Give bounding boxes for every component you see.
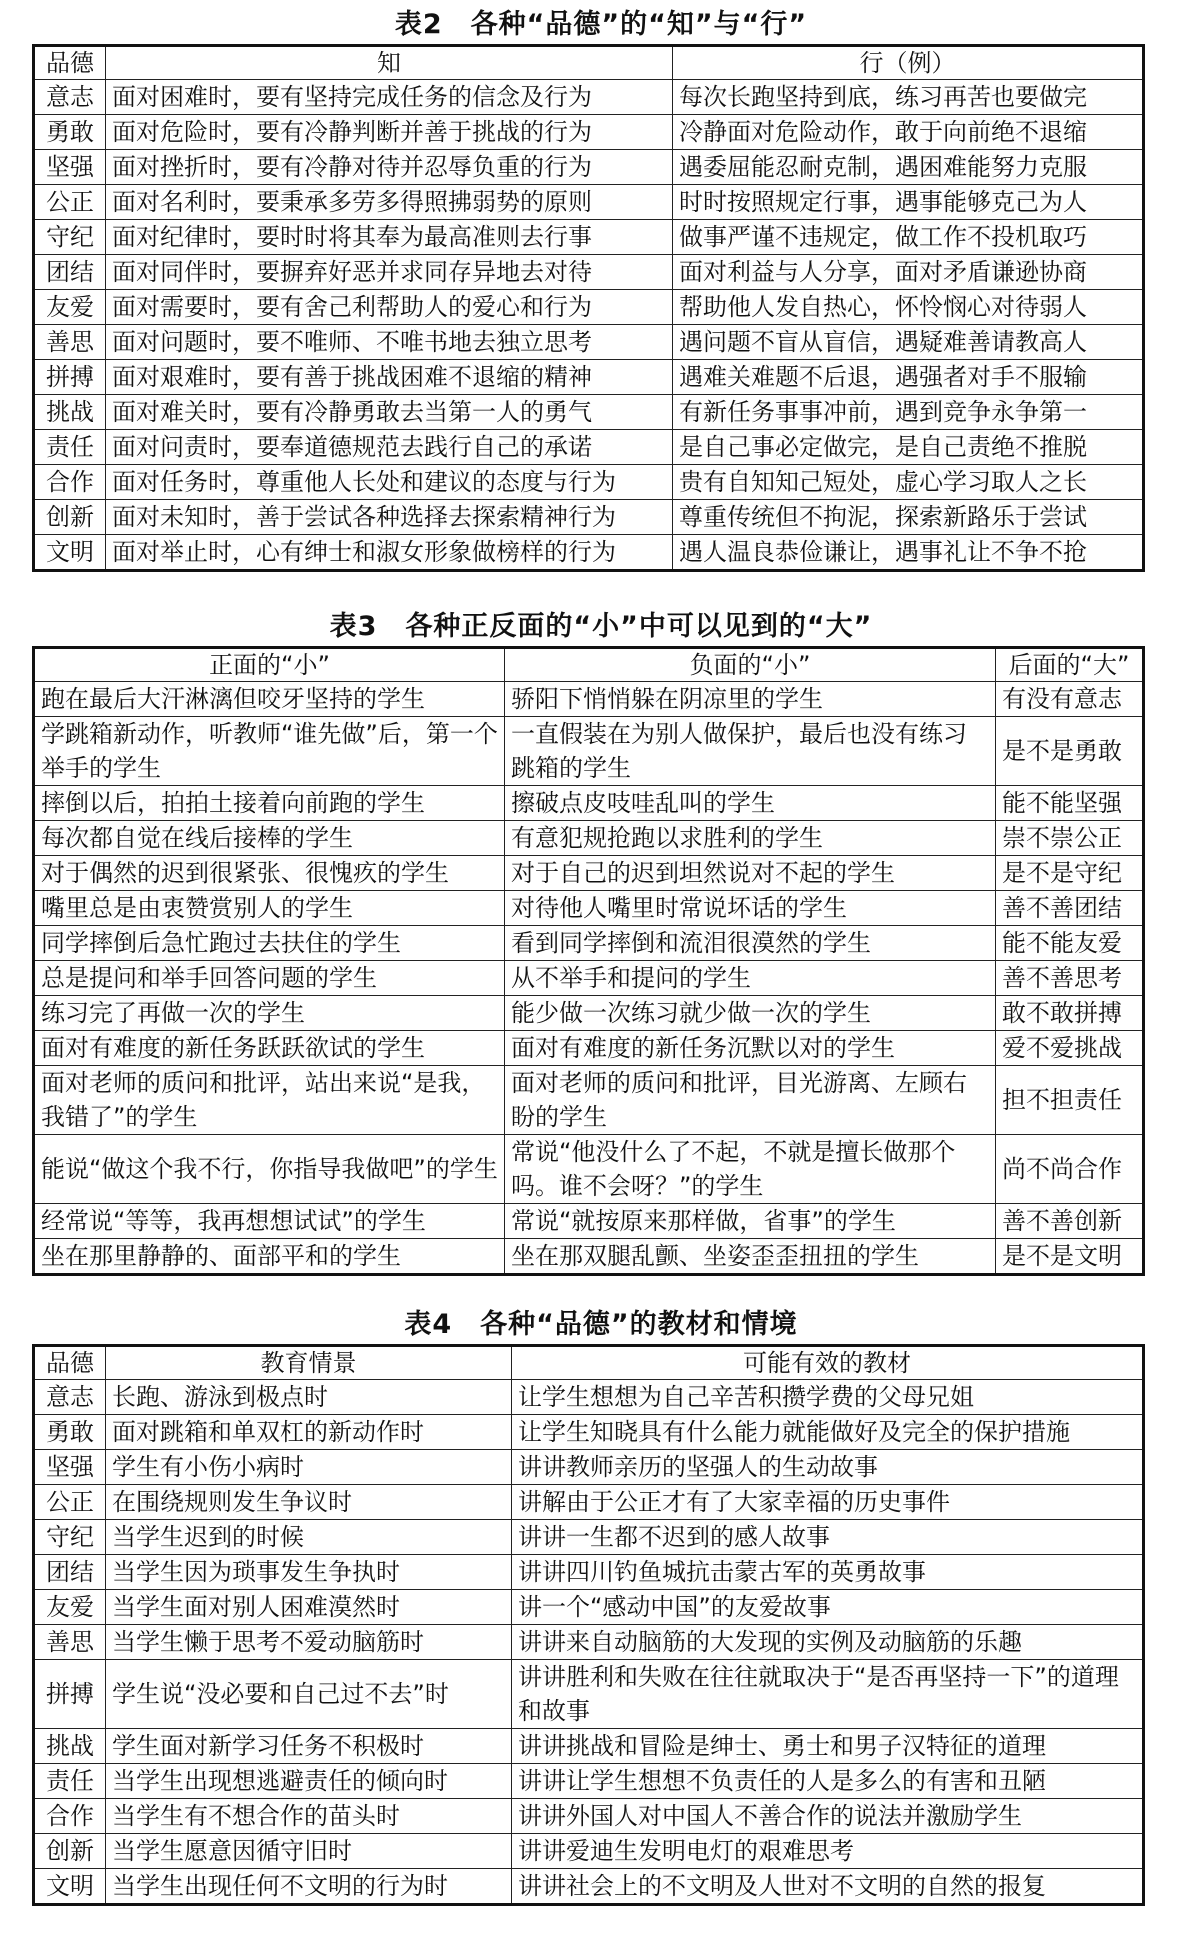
table2-header-row [34, 46, 1144, 80]
table3-row [34, 682, 1144, 717]
table3-cell: 从不举手和提问的学生 [505, 961, 996, 996]
table3-cell: 面对有难度的新任务跃跃欲试的学生 [34, 1031, 505, 1066]
table2-cell: 尊重传统但不拘泥，探索新路乐于尝试 [673, 500, 1144, 535]
table4-cell: 讲讲社会上的不文明及人世对不文明的自然的报复 [512, 1869, 1144, 1905]
table3-cell: 担不担责任 [996, 1066, 1144, 1135]
table4-body [34, 1380, 1144, 1905]
table2-cell: 冷静面对危险动作，敢于向前绝不退缩 [673, 115, 1144, 150]
table4-cell: 文明 [34, 1869, 106, 1905]
table2-section [0, 6, 1202, 572]
table3-cell: 对待他人嘴里时常说坏话的学生 [505, 891, 996, 926]
table2-row [34, 535, 1144, 571]
table2-header-cell: 知 [106, 46, 673, 80]
table2-row [34, 150, 1144, 185]
table4-cell: 讲解由于公正才有了大家幸福的历史事件 [512, 1485, 1144, 1520]
table4-row [34, 1764, 1144, 1799]
table4-cell: 讲讲四川钓鱼城抗击蒙古军的英勇故事 [512, 1555, 1144, 1590]
table4-row [34, 1869, 1144, 1905]
table3 [32, 646, 1145, 1276]
table2-cell: 面对举止时，心有绅士和淑女形象做榜样的行为 [106, 535, 673, 571]
table2-cell: 面对同伴时，要摒弃好恶并求同存异地去对待 [106, 255, 673, 290]
table3-row [34, 926, 1144, 961]
table3-cell: 是不是守纪 [996, 856, 1144, 891]
table3-row [34, 856, 1144, 891]
table2-row [34, 255, 1144, 290]
table4-cell: 责任 [34, 1764, 106, 1799]
table3-cell: 善不善思考 [996, 961, 1144, 996]
table3-cell: 能说“做这个我不行，你指导我做吧”的学生 [34, 1135, 505, 1204]
table3-cell: 有意犯规抢跑以求胜利的学生 [505, 821, 996, 856]
table4-cell: 学生面对新学习任务不积极时 [106, 1729, 512, 1764]
table3-row [34, 1135, 1144, 1204]
table4-cell: 讲讲挑战和冒险是绅士、勇士和男子汉特征的道理 [512, 1729, 1144, 1764]
table2 [32, 44, 1145, 572]
table4-cell: 当学生有不想合作的苗头时 [106, 1799, 512, 1834]
table2-cell: 遇委屈能忍耐克制，遇困难能努力克服 [673, 150, 1144, 185]
table2-cell: 有新任务事事冲前，遇到竞争永争第一 [673, 395, 1144, 430]
table3-cell: 骄阳下悄悄躲在阴凉里的学生 [505, 682, 996, 717]
table2-cell: 坚强 [34, 150, 106, 185]
table3-cell: 坐在那里静静的、面部平和的学生 [34, 1239, 505, 1275]
table4-header-cell: 品德 [34, 1346, 106, 1380]
table2-cell: 帮助他人发自热心，怀怜悯心对待弱人 [673, 290, 1144, 325]
table2-row [34, 430, 1144, 465]
table4-row [34, 1520, 1144, 1555]
table2-cell: 拼搏 [34, 360, 106, 395]
table2-cell: 公正 [34, 185, 106, 220]
table2-cell: 善思 [34, 325, 106, 360]
table4-cell: 讲讲爱迪生发明电灯的艰难思考 [512, 1834, 1144, 1869]
table4-cell: 当学生迟到的时候 [106, 1520, 512, 1555]
table4-header-cell: 可能有效的教材 [512, 1346, 1144, 1380]
table4-cell: 勇敢 [34, 1415, 106, 1450]
table3-cell: 摔倒以后，拍拍土接着向前跑的学生 [34, 786, 505, 821]
table2-cell: 做事严谨不违规定，做工作不投机取巧 [673, 220, 1144, 255]
table2-header-cell: 品德 [34, 46, 106, 80]
table4-row [34, 1380, 1144, 1415]
table4-cell: 公正 [34, 1485, 106, 1520]
table3-cell: 看到同学摔倒和流泪很漠然的学生 [505, 926, 996, 961]
table3-cell: 常说“就按原来那样做，省事”的学生 [505, 1204, 996, 1239]
table3-cell: 善不善团结 [996, 891, 1144, 926]
table3-row [34, 1239, 1144, 1275]
table4-cell: 当学生面对别人困难漠然时 [106, 1590, 512, 1625]
table4-header-cell: 教育情景 [106, 1346, 512, 1380]
table4-row [34, 1729, 1144, 1764]
table4-cell: 讲讲胜利和失败在往往就取决于“是否再坚持一下”的道理和故事 [512, 1660, 1144, 1729]
table2-cell: 面对需要时，要有舍己利帮助人的爱心和行为 [106, 290, 673, 325]
table3-cell: 学跳箱新动作，听教师“谁先做”后，第一个举手的学生 [34, 717, 505, 786]
table3-row [34, 1204, 1144, 1239]
table2-cell: 守纪 [34, 220, 106, 255]
table2-row [34, 80, 1144, 115]
table2-row [34, 395, 1144, 430]
table4-cell: 意志 [34, 1380, 106, 1415]
table2-cell: 面对利益与人分享，面对矛盾谦逊协商 [673, 255, 1144, 290]
table4-cell: 拼搏 [34, 1660, 106, 1729]
table2-cell: 是自己事必定做完，是自己责绝不推脱 [673, 430, 1144, 465]
table3-cell: 常说“他没什么了不起，不就是擅长做那个吗。谁不会呀？”的学生 [505, 1135, 996, 1204]
table4-cell: 让学生想想为自己辛苦积攒学费的父母兄姐 [512, 1380, 1144, 1415]
table2-cell: 面对难关时，要有冷静勇敢去当第一人的勇气 [106, 395, 673, 430]
table2-cell: 遇问题不盲从盲信，遇疑难善请教高人 [673, 325, 1144, 360]
table3-row [34, 891, 1144, 926]
table4-row [34, 1555, 1144, 1590]
table4-cell: 长跑、游泳到极点时 [106, 1380, 512, 1415]
table3-row [34, 821, 1144, 856]
table2-cell: 遇人温良恭俭谦让，遇事礼让不争不抢 [673, 535, 1144, 571]
table4-cell: 挑战 [34, 1729, 106, 1764]
table3-cell: 每次都自觉在线后接棒的学生 [34, 821, 505, 856]
table2-title: 表2 各种“品德”的“知”与“行” [394, 9, 808, 40]
table2-row [34, 115, 1144, 150]
table4-cell: 学生有小伤小病时 [106, 1450, 512, 1485]
table2-cell: 文明 [34, 535, 106, 571]
table3-row [34, 1031, 1144, 1066]
table3-cell: 跑在最后大汗淋漓但咬牙坚持的学生 [34, 682, 505, 717]
table3-cell: 敢不敢拼搏 [996, 996, 1144, 1031]
table2-cell: 面对未知时，善于尝试各种选择去探索精神行为 [106, 500, 673, 535]
table4-cell: 讲一个“感动中国”的友爱故事 [512, 1590, 1144, 1625]
table4-cell: 讲讲一生都不迟到的感人故事 [512, 1520, 1144, 1555]
table2-cell: 遇难关难题不后退，遇强者对手不服输 [673, 360, 1144, 395]
table3-cell: 嘴里总是由衷赞赏别人的学生 [34, 891, 505, 926]
table4-cell: 当学生懒于思考不爱动脑筋时 [106, 1625, 512, 1660]
table3-title: 表3 各种正反面的“小”中可以见到的“大” [329, 611, 873, 642]
table2-cell: 面对挫折时，要有冷静对待并忍辱负重的行为 [106, 150, 673, 185]
table4-cell: 讲讲外国人对中国人不善合作的说法并激励学生 [512, 1799, 1144, 1834]
table4-cell: 让学生知晓具有什么能力就能做好及完全的保护措施 [512, 1415, 1144, 1450]
table2-row [34, 185, 1144, 220]
table3-row [34, 961, 1144, 996]
table2-cell: 每次长跑坚持到底，练习再苦也要做完 [673, 80, 1144, 115]
table3-cell: 有没有意志 [996, 682, 1144, 717]
table4-row [34, 1834, 1144, 1869]
table4-cell: 当学生出现想逃避责任的倾向时 [106, 1764, 512, 1799]
table3-cell: 经常说“等等，我再想想试试”的学生 [34, 1204, 505, 1239]
table3-cell: 爱不爱挑战 [996, 1031, 1144, 1066]
table4-cell: 在围绕规则发生争议时 [106, 1485, 512, 1520]
table2-cell: 勇敢 [34, 115, 106, 150]
table4-cell: 当学生因为琐事发生争执时 [106, 1555, 512, 1590]
table2-cell: 创新 [34, 500, 106, 535]
table4 [32, 1344, 1145, 1906]
table2-cell: 面对问责时，要奉道德规范去践行自己的承诺 [106, 430, 673, 465]
table3-cell: 对于自己的迟到坦然说对不起的学生 [505, 856, 996, 891]
table4-cell: 创新 [34, 1834, 106, 1869]
table3-section [0, 608, 1202, 1276]
table3-cell: 是不是勇敢 [996, 717, 1144, 786]
table3-cell: 崇不崇公正 [996, 821, 1144, 856]
table3-header-cell: 正面的“小” [34, 648, 505, 682]
table4-row [34, 1660, 1144, 1729]
table2-cell: 面对名利时，要秉承多劳多得照拂弱势的原则 [106, 185, 673, 220]
table2-row [34, 220, 1144, 255]
table3-cell: 坐在那双腿乱颤、坐姿歪歪扭扭的学生 [505, 1239, 996, 1275]
table4-cell: 团结 [34, 1555, 106, 1590]
table4-header-row [34, 1346, 1144, 1380]
table3-cell: 总是提问和举手回答问题的学生 [34, 961, 505, 996]
table3-cell: 一直假装在为别人做保护，最后也没有练习跳箱的学生 [505, 717, 996, 786]
table2-cell: 意志 [34, 80, 106, 115]
table4-cell: 当学生愿意因循守旧时 [106, 1834, 512, 1869]
table2-cell: 面对艰难时，要有善于挑战困难不退缩的精神 [106, 360, 673, 395]
table3-header-cell: 负面的“小” [505, 648, 996, 682]
table2-header-cell: 行（例） [673, 46, 1144, 80]
table3-cell: 是不是文明 [996, 1239, 1144, 1275]
table2-cell: 面对困难时，要有坚持完成任务的信念及行为 [106, 80, 673, 115]
table2-cell: 挑战 [34, 395, 106, 430]
table2-cell: 友爱 [34, 290, 106, 325]
table2-row [34, 360, 1144, 395]
table4-cell: 友爱 [34, 1590, 106, 1625]
table3-cell: 面对老师的质问和批评，目光游离、左顾右盼的学生 [505, 1066, 996, 1135]
table2-row [34, 290, 1144, 325]
table2-row [34, 465, 1144, 500]
table3-cell: 擦破点皮吱哇乱叫的学生 [505, 786, 996, 821]
table4-cell: 讲讲教师亲历的坚强人的生动故事 [512, 1450, 1144, 1485]
table3-header-row [34, 648, 1144, 682]
table3-cell: 面对有难度的新任务沉默以对的学生 [505, 1031, 996, 1066]
table2-cell: 面对任务时，尊重他人长处和建议的态度与行为 [106, 465, 673, 500]
table3-cell: 同学摔倒后急忙跑过去扶住的学生 [34, 926, 505, 961]
table2-row [34, 325, 1144, 360]
table3-body [34, 682, 1144, 1275]
table2-cell: 贵有自知知己短处，虚心学习取人之长 [673, 465, 1144, 500]
table4-title: 表4 各种“品德”的教材和情境 [404, 1309, 798, 1340]
table3-cell: 能不能友爱 [996, 926, 1144, 961]
table3-cell: 善不善创新 [996, 1204, 1144, 1239]
table2-body [34, 80, 1144, 571]
table4-cell: 当学生出现任何不文明的行为时 [106, 1869, 512, 1905]
table4-cell: 讲讲让学生想想不负责任的人是多么的有害和丑陋 [512, 1764, 1144, 1799]
table4-row [34, 1625, 1144, 1660]
table2-row [34, 500, 1144, 535]
table2-cell: 面对纪律时，要时时将其奉为最高准则去行事 [106, 220, 673, 255]
table4-row [34, 1415, 1144, 1450]
table4-row [34, 1450, 1144, 1485]
table3-row [34, 996, 1144, 1031]
table4-row [34, 1590, 1144, 1625]
table3-row [34, 1066, 1144, 1135]
table3-cell: 对于偶然的迟到很紧张、很愧疚的学生 [34, 856, 505, 891]
table4-cell: 讲讲来自动脑筋的大发现的实例及动脑筋的乐趣 [512, 1625, 1144, 1660]
table2-cell: 责任 [34, 430, 106, 465]
table3-header-cell: 后面的“大” [996, 648, 1144, 682]
table3-cell: 尚不尚合作 [996, 1135, 1144, 1204]
table3-cell: 能少做一次练习就少做一次的学生 [505, 996, 996, 1031]
table3-cell: 练习完了再做一次的学生 [34, 996, 505, 1031]
table3-row [34, 786, 1144, 821]
table4-cell: 面对跳箱和单双杠的新动作时 [106, 1415, 512, 1450]
table4-section [0, 1306, 1202, 1906]
table4-cell: 善思 [34, 1625, 106, 1660]
table2-cell: 时时按照规定行事，遇事能够克己为人 [673, 185, 1144, 220]
table2-cell: 面对问题时，要不唯师、不唯书地去独立思考 [106, 325, 673, 360]
table2-cell: 面对危险时，要有冷静判断并善于挑战的行为 [106, 115, 673, 150]
table4-cell: 学生说“没必要和自己过不去”时 [106, 1660, 512, 1729]
table4-row [34, 1485, 1144, 1520]
table4-cell: 守纪 [34, 1520, 106, 1555]
table4-cell: 坚强 [34, 1450, 106, 1485]
table2-cell: 合作 [34, 465, 106, 500]
table3-cell: 能不能坚强 [996, 786, 1144, 821]
table3-row [34, 717, 1144, 786]
table2-cell: 团结 [34, 255, 106, 290]
table4-row [34, 1799, 1144, 1834]
table3-cell: 面对老师的质问和批评，站出来说“是我，我错了”的学生 [34, 1066, 505, 1135]
table4-cell: 合作 [34, 1799, 106, 1834]
